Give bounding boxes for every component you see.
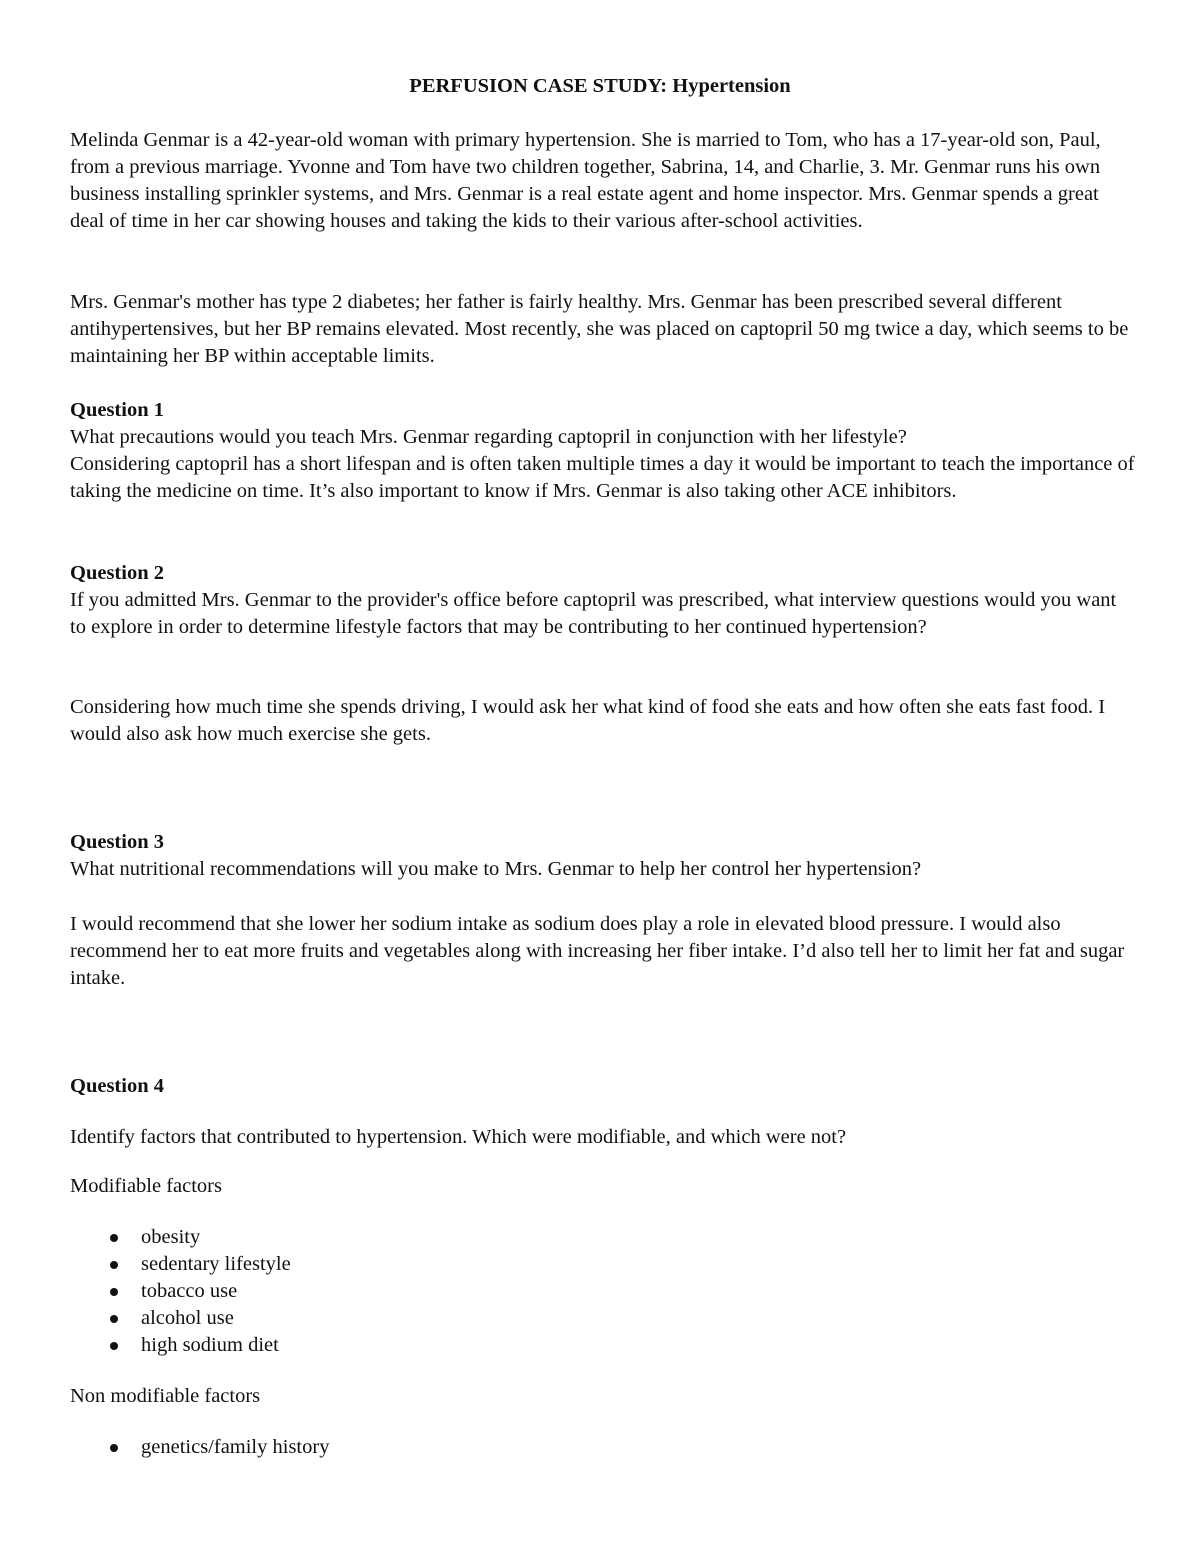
question-1-text: What precautions would you teach Mrs. Genmar regarding captopril in conjunction with her lifestyle?	[70, 426, 907, 448]
question-4-heading-block	[70, 1073, 1135, 1100]
list-item	[70, 1224, 1135, 1251]
question-2-answer-block	[70, 694, 1135, 748]
question-1-answer: Considering captopril has a short lifespan and is often taken multiple times a day it would be important to teach the importance of taking the medicine on time. It’s also important to know if Mrs. Genmar is also taking other ACE inhibitors.	[70, 453, 1135, 502]
list-item	[70, 1305, 1135, 1332]
intro-paragraph-1	[70, 127, 1135, 235]
non-modifiable-factors-list-block	[70, 1434, 1135, 1461]
intro-paragraph-2	[70, 289, 1135, 370]
list-item	[70, 1251, 1135, 1278]
question-2-answer: Considering how much time she spends driving, I would ask her what kind of food she eats and how often she eats fast food. I would also ask how much exercise she gets.	[70, 696, 1106, 745]
modifiable-factors-list-block	[70, 1224, 1135, 1359]
modifiable-factors-list	[70, 1224, 1135, 1359]
question-3-answer-block	[70, 911, 1135, 992]
list-item-text: tobacco use	[141, 1280, 238, 1302]
non-modifiable-label-block	[70, 1383, 1135, 1410]
bullet-icon	[110, 1315, 118, 1323]
question-1-heading: Question 1	[70, 399, 164, 421]
list-item-text: obesity	[141, 1226, 201, 1248]
page-title: PERFUSION CASE STUDY: Hypertension	[409, 75, 791, 97]
list-item-text: high sodium diet	[141, 1334, 279, 1356]
question-4-text-block	[70, 1124, 1135, 1151]
list-item	[70, 1278, 1135, 1305]
list-item-text: alcohol use	[141, 1307, 234, 1329]
modifiable-factors-label: Modifiable factors	[70, 1175, 222, 1197]
modifiable-label-block	[70, 1173, 1135, 1200]
question-1-section	[70, 397, 1135, 505]
list-item	[70, 1332, 1135, 1359]
question-3-section	[70, 829, 1135, 883]
intro-text: Mrs. Genmar's mother has type 2 diabetes; her father is fairly healthy. Mrs. Genmar has been prescribed several different antihypertensives, but her BP remains elevated. Most recently, she was placed on captopril 50 mg twice a day, which seems to be maintaining her BP within acceptable limits.	[70, 291, 1129, 367]
list-item-text: genetics/family history	[141, 1436, 330, 1458]
question-2-text: If you admitted Mrs. Genmar to the provider's office before captopril was prescribed, what interview questions would you want to explore in order to determine lifestyle factors that may be contributing to her continued hypertension?	[70, 589, 1117, 638]
list-item-text: sedentary lifestyle	[141, 1253, 291, 1275]
question-4-heading: Question 4	[70, 1075, 164, 1097]
question-3-answer: I would recommend that she lower her sodium intake as sodium does play a role in elevated blood pressure. I would also recommend her to eat more fruits and vegetables along with increasing her fiber intake. I’d also tell her to limit her fat and sugar intake.	[70, 913, 1125, 989]
bullet-icon	[110, 1444, 118, 1452]
question-2-section	[70, 560, 1135, 641]
question-3-text: What nutritional recommendations will you make to Mrs. Genmar to help her control her hypertension?	[70, 858, 922, 880]
question-4-text: Identify factors that contributed to hypertension. Which were modifiable, and which were not?	[70, 1126, 847, 1148]
bullet-icon	[110, 1288, 118, 1296]
bullet-icon	[110, 1234, 118, 1242]
bullet-icon	[110, 1261, 118, 1269]
non-modifiable-factors-list	[70, 1434, 1135, 1461]
intro-text: Melinda Genmar is a 42-year-old woman with primary hypertension. She is married to Tom, who has a 17-year-old son, Paul, from a previous marriage. Yvonne and Tom have two children together, Sabrina, 14, and Charlie, 3. Mr. Genmar runs his own business installing sprinkler systems, and Mrs. Genmar is a real estate agent and home inspector. Mrs. Genmar spends a great deal of time in her car showing houses and taking the kids to their various after-school activities.	[70, 129, 1101, 232]
question-3-heading: Question 3	[70, 831, 164, 853]
question-2-heading: Question 2	[70, 562, 164, 584]
bullet-icon	[110, 1342, 118, 1350]
non-modifiable-factors-label: Non modifiable factors	[70, 1385, 261, 1407]
list-item	[70, 1434, 1135, 1461]
